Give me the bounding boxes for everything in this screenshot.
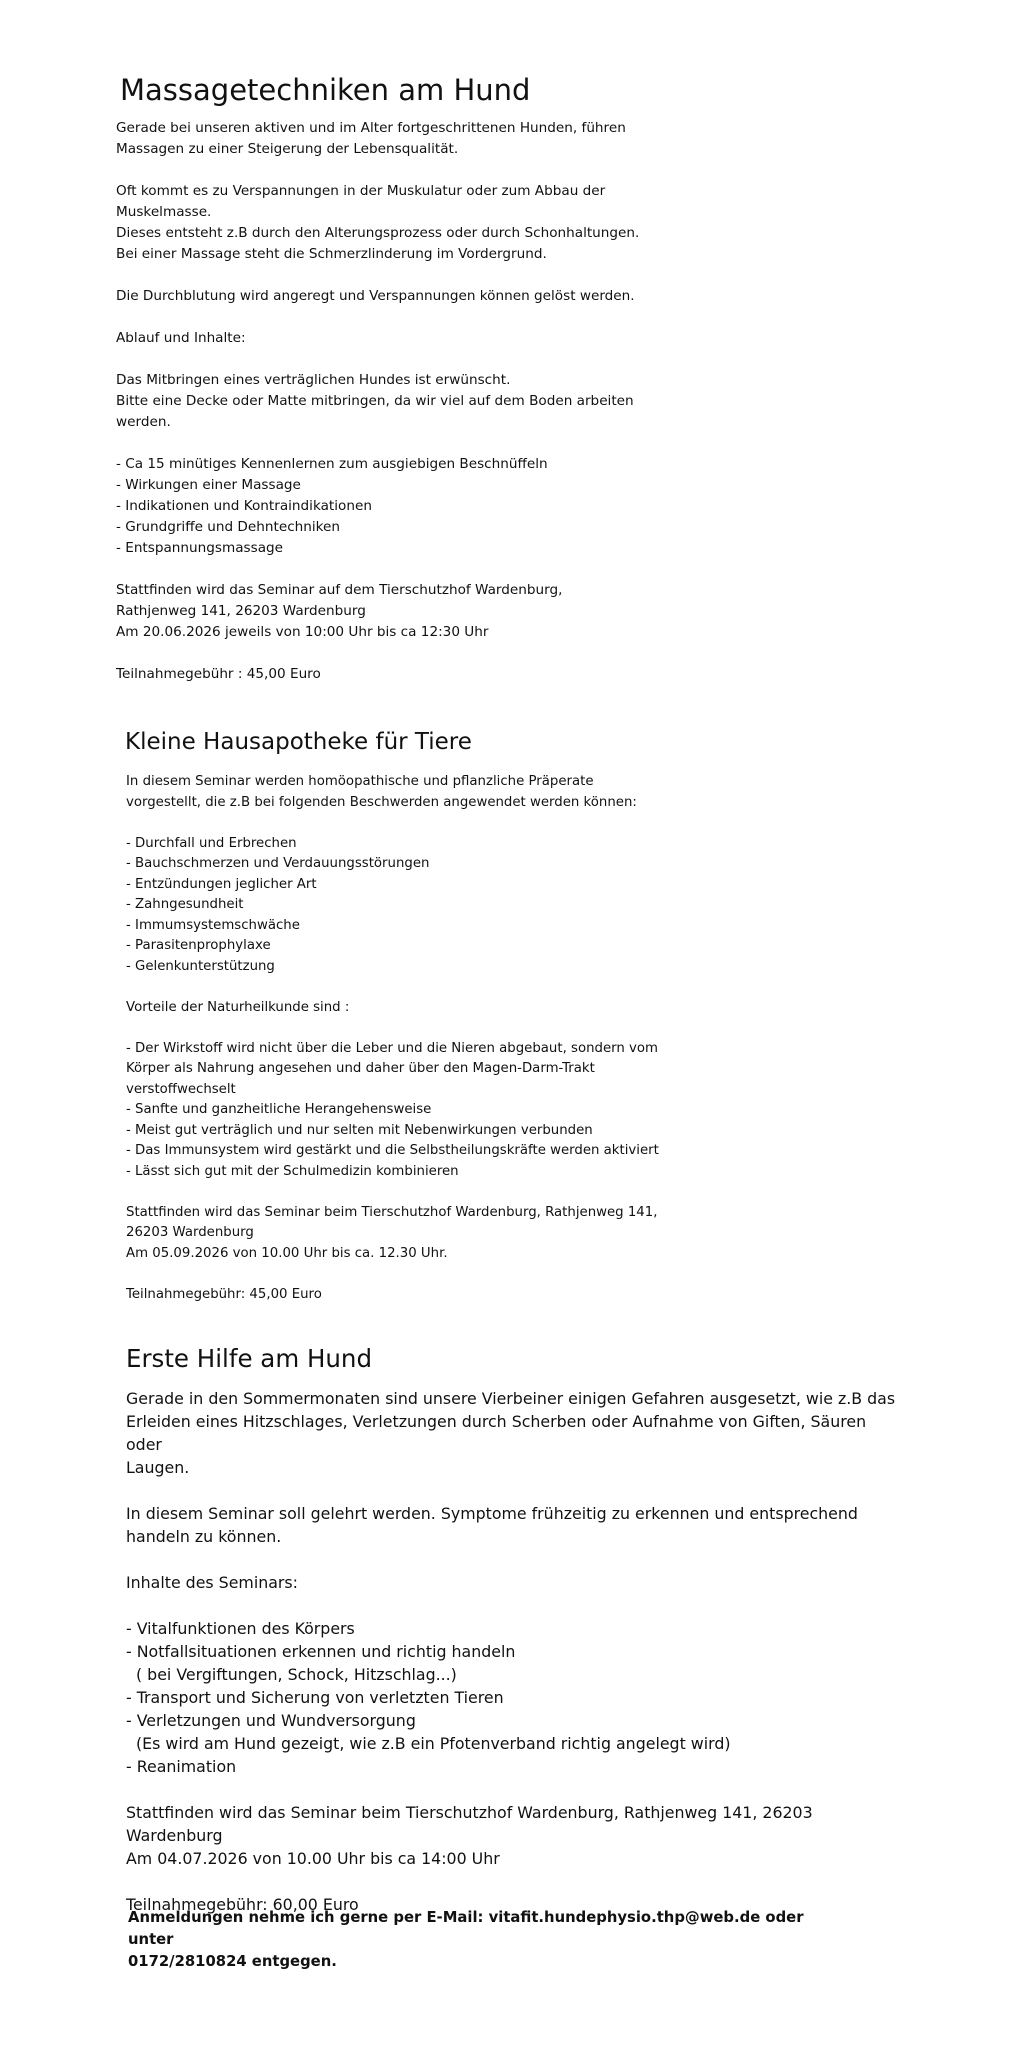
apotheke-title: Kleine Hausapotheke für Tiere — [125, 729, 472, 755]
list-item: - Der Wirkstoff wird nicht über die Leber und die Nieren abgebaut, sondern vom Körper als Nahrung angesehen und daher über den Magen-Darm-Trakt verstoffwechselt — [126, 1040, 658, 1097]
erstehilfe-intro: Gerade in den Sommermonaten sind unsere Vierbeiner einigen Gefahren ausgesetzt, wie z.B das Erleiden eines Hitzschlages, Verletzungen durch Scherben oder Aufnahme von Giften, Säuren oder Laugen. — [126, 1389, 896, 1477]
apotheke-intro: In diesem Seminar werden homöopathische und pflanzliche Präperate vorgestellt, die z.B bei folgenden Beschwerden angewendet werden können: — [126, 774, 637, 810]
massage-paragraph-2: Oft kommt es zu Verspannungen in der Muskulatur oder zum Abbau der Muskelmasse. Dieses entsteht z.B durch den Alterungsprozess oder durch Schonhaltungen. Bei einer Massage steht die Schmerzlinderung im Vordergrund. — [116, 183, 640, 262]
massage-intro: Gerade bei unseren aktiven und im Alter fortgeschrittenen Hunden, führen Massagen zu einer Steigerung der Lebensqualität. — [116, 120, 626, 157]
massage-fee: Teilnahmegebühr : 45,00 Euro — [116, 666, 321, 682]
apotheke-location: Stattfinden wird das Seminar beim Tierschutzhof Wardenburg, Rathjenweg 141, 26203 Wardenburg Am 05.09.2026 von 10.00 Uhr bis ca. 12.30 Uhr. — [126, 1204, 658, 1261]
erstehilfe-content-list — [126, 1617, 906, 1778]
list-item: - Sanfte und ganzheitliche Herangehensweise — [126, 1102, 432, 1117]
list-item: - Vitalfunktionen des Körpers — [126, 1619, 355, 1638]
list-item: - Durchfall und Erbrechen — [126, 835, 297, 851]
list-item: - Verletzungen und Wundversorgung — [126, 1711, 416, 1730]
list-item: - Zahngesundheit — [126, 897, 244, 912]
massage-section — [116, 72, 676, 685]
list-item: - Notfallsituationen erkennen und richtig handeln — [126, 1642, 516, 1661]
list-item: - Gelenkunterstützung — [126, 958, 275, 974]
list-item: - Parasitenprophylaxe — [126, 938, 271, 953]
massage-paragraph-4: Das Mitbringen eines verträglichen Hundes ist erwünscht. Bitte eine Decke oder Matte mitbringen, da wir viel auf dem Boden arbeiten werden. — [116, 372, 634, 430]
massage-content-heading: Ablauf und Inhalte: — [116, 330, 246, 346]
list-item: - Das Immunsystem wird gestärkt und die Selbstheilungskräfte werden aktiviert — [126, 1143, 659, 1158]
list-item-note: ( bei Vergiftungen, Schock, Hitzschlag...) — [136, 1665, 457, 1684]
erstehilfe-content-heading: Inhalte des Seminars: — [126, 1573, 298, 1592]
list-item: - Lässt sich gut mit der Schulmedizin kombinieren — [126, 1163, 459, 1179]
list-item: - Meist gut verträglich und nur selten mit Nebenwirkungen verbunden — [126, 1122, 593, 1138]
list-item: - Bauchschmerzen und Verdauungsstörungen — [126, 856, 430, 871]
list-item: - Immumsystemschwäche — [126, 917, 300, 933]
list-item-note: (Es wird am Hund gezeigt, wie z.B ein Pfotenverband richtig angelegt wird) — [136, 1734, 731, 1753]
erstehilfe-fee: Teilnahmegebühr: 60,00 Euro — [126, 1895, 359, 1914]
list-item: - Grundgriffe und Dehntechniken — [116, 519, 341, 535]
apotheke-advantages-heading: Vorteile der Naturheilkunde sind : — [126, 999, 350, 1015]
list-item: - Indikationen und Kontraindikationen — [116, 498, 372, 514]
apotheke-advantages-list — [126, 1039, 706, 1183]
massage-paragraph-3: Die Durchblutung wird angeregt und Verspannungen können gelöst werden. — [116, 288, 635, 304]
erstehilfe-section — [126, 1343, 906, 1916]
erstehilfe-title: Erste Hilfe am Hund — [126, 1344, 373, 1373]
massage-content-list — [116, 454, 676, 559]
massage-location: Stattfinden wird das Seminar auf dem Tierschutzhof Wardenburg, Rathjenweg 141, 26203 Wardenburg Am 20.06.2026 jeweils von 10:00 Uhr bis ca 12:30 Uhr — [116, 582, 563, 640]
list-item: - Reanimation — [126, 1757, 237, 1776]
massage-title: Massagetechniken am Hund — [120, 73, 531, 107]
erstehilfe-location: Stattfinden wird das Seminar beim Tierschutzhof Wardenburg, Rathjenweg 141, 26203 Wardenburg Am 04.07.2026 von 10.00 Uhr bis ca 14:00 Uhr — [126, 1803, 813, 1868]
apotheke-complaints-list — [126, 834, 706, 978]
registration-footer — [128, 1907, 828, 1973]
apotheke-fee: Teilnahmegebühr: 45,00 Euro — [126, 1286, 322, 1302]
list-item: - Entspannungsmassage — [116, 540, 284, 556]
list-item: - Entzündungen jeglicher Art — [126, 876, 317, 892]
list-item: - Transport und Sicherung von verletzten Tieren — [126, 1688, 504, 1707]
list-item: - Ca 15 minütiges Kennenlernen zum ausgiebigen Beschnüffeln — [116, 456, 548, 472]
list-item: - Wirkungen einer Massage — [116, 477, 301, 493]
erstehilfe-paragraph-2: In diesem Seminar soll gelehrt werden. Symptome frühzeitig zu erkennen und entsprechend handeln zu können. — [126, 1504, 858, 1546]
registration-text: Anmeldungen nehme ich gerne per E-Mail: vitafit.hundephysio.thp@web.de oder unter 0172/2810824 entgegen. — [128, 1909, 804, 1970]
apotheke-section — [126, 727, 706, 1305]
